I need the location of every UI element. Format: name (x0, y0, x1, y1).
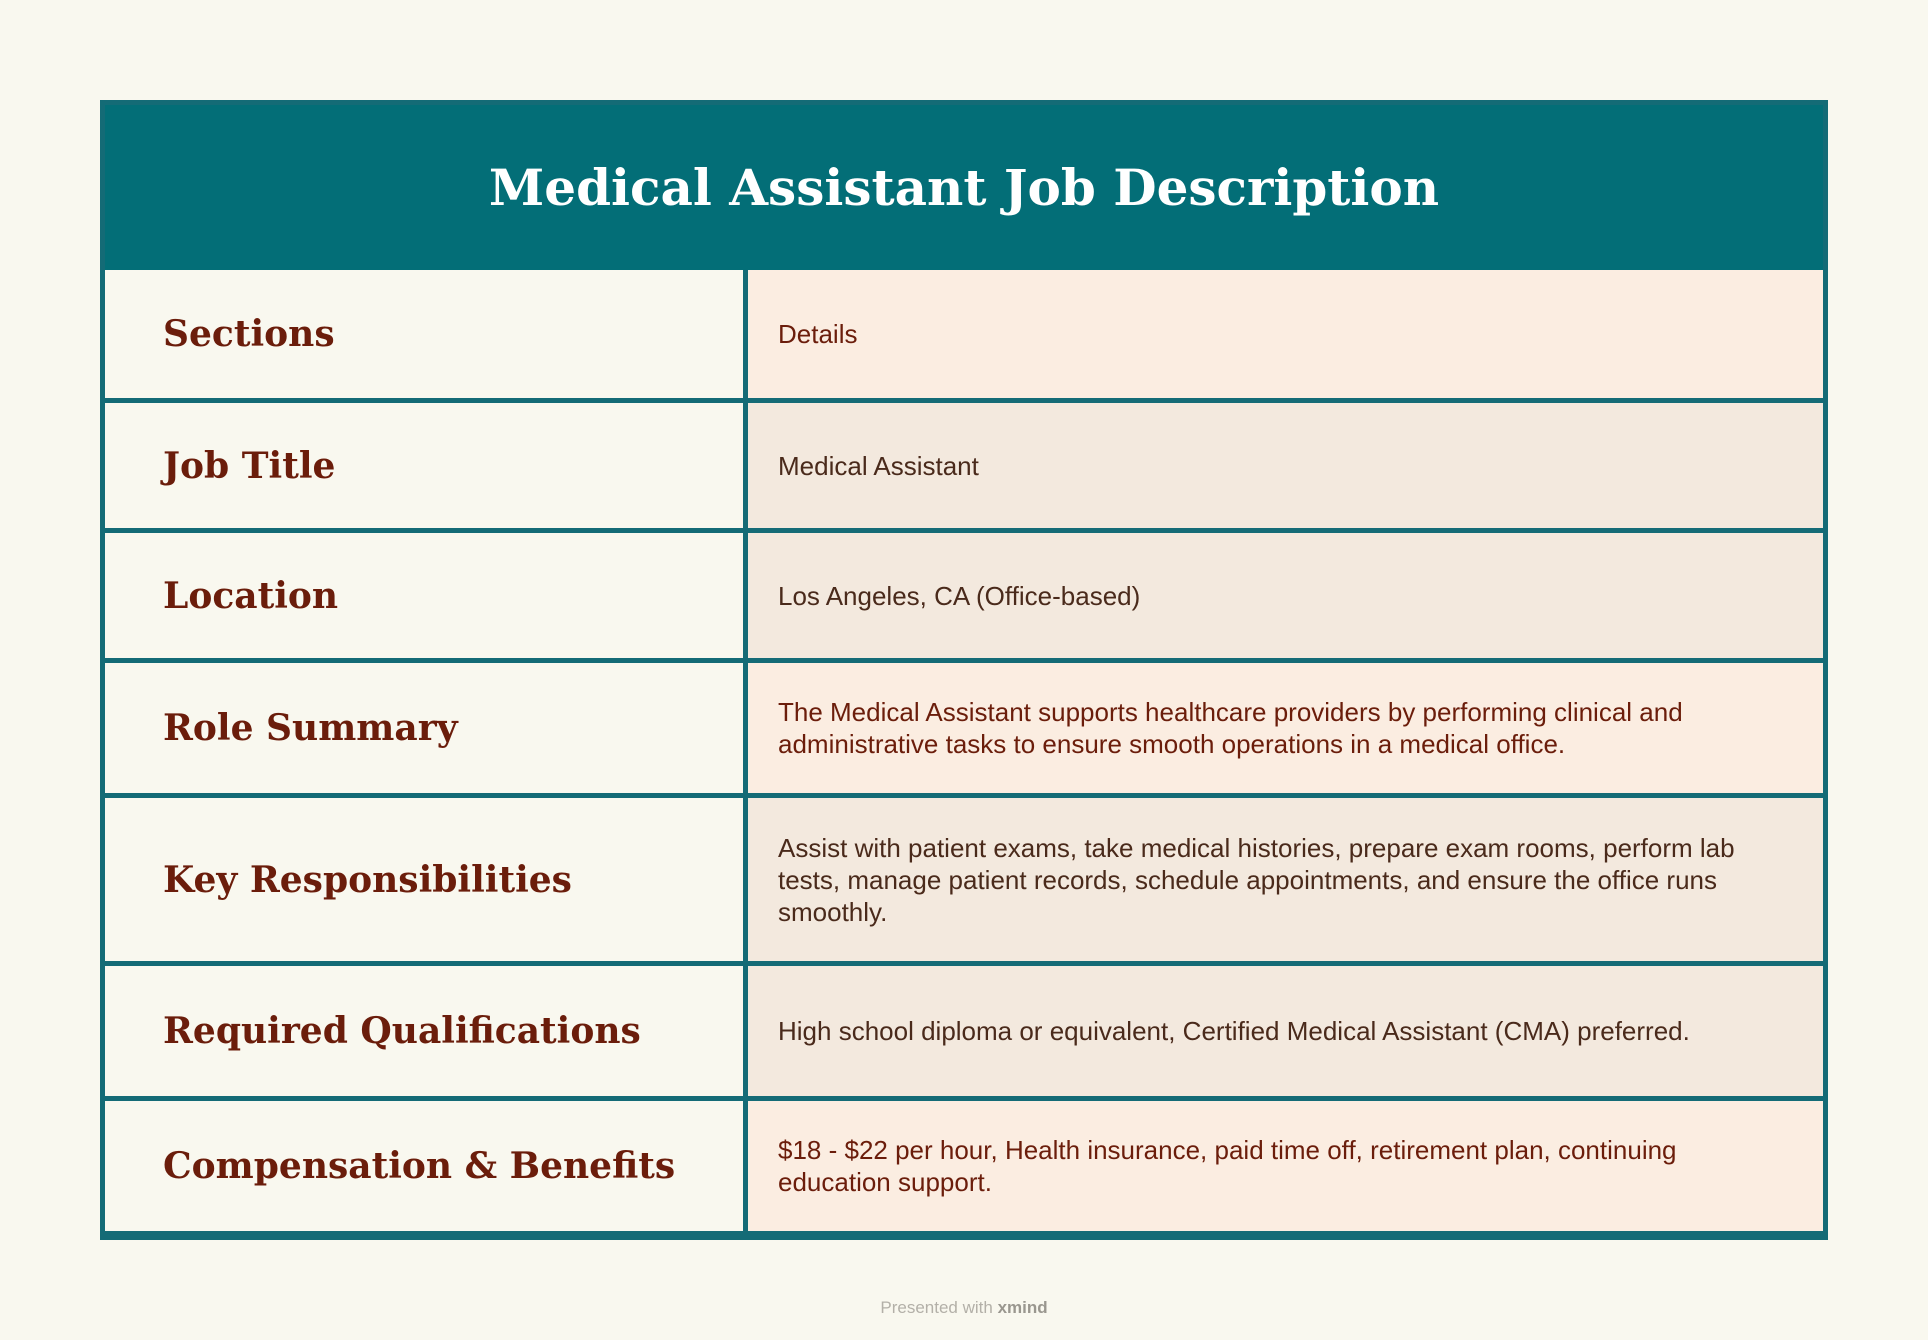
details-cell: Medical Assistant (743, 403, 1823, 528)
section-cell: Job Title (105, 403, 743, 528)
table-body (105, 270, 1823, 1231)
section-cell: Key Responsibilities (105, 798, 743, 961)
section-column-header: Sections (105, 270, 743, 398)
details-cell: The Medical Assistant supports healthcare providers by performing clinical and administrative tasks to ensure smooth operations in a medical office. (743, 663, 1823, 793)
table-row-key-responsibilities (105, 793, 1823, 961)
details-cell: $18 - $22 per hour, Health insurance, paid time off, retirement plan, continuing education support. (743, 1101, 1823, 1231)
details-column-header: Details (743, 270, 1823, 398)
section-cell: Required Qualifications (105, 966, 743, 1096)
job-description-table (100, 100, 1828, 1240)
xmind-logo: xmind (997, 1298, 1048, 1317)
footer-credit (0, 1298, 1928, 1318)
table-row-required-qualifications (105, 961, 1823, 1096)
section-cell: Location (105, 533, 743, 658)
table-row-header (105, 270, 1823, 398)
section-cell: Compensation & Benefits (105, 1101, 743, 1231)
footer-prefix: Presented with (880, 1298, 993, 1317)
table-row-role-summary (105, 658, 1823, 793)
table-row-job-title (105, 398, 1823, 528)
details-cell: Assist with patient exams, take medical histories, prepare exam rooms, perform lab tests, manage patient records, schedule appointments, and ensure the office runs smoothly. (743, 798, 1823, 961)
table-header (105, 105, 1823, 270)
section-cell: Role Summary (105, 663, 743, 793)
table-row-compensation-benefits (105, 1096, 1823, 1231)
page-title: Medical Assistant Job Description (488, 158, 1440, 217)
table-row-location (105, 528, 1823, 658)
details-cell: Los Angeles, CA (Office-based) (743, 533, 1823, 658)
details-cell: High school diploma or equivalent, Certified Medical Assistant (CMA) preferred. (743, 966, 1823, 1096)
